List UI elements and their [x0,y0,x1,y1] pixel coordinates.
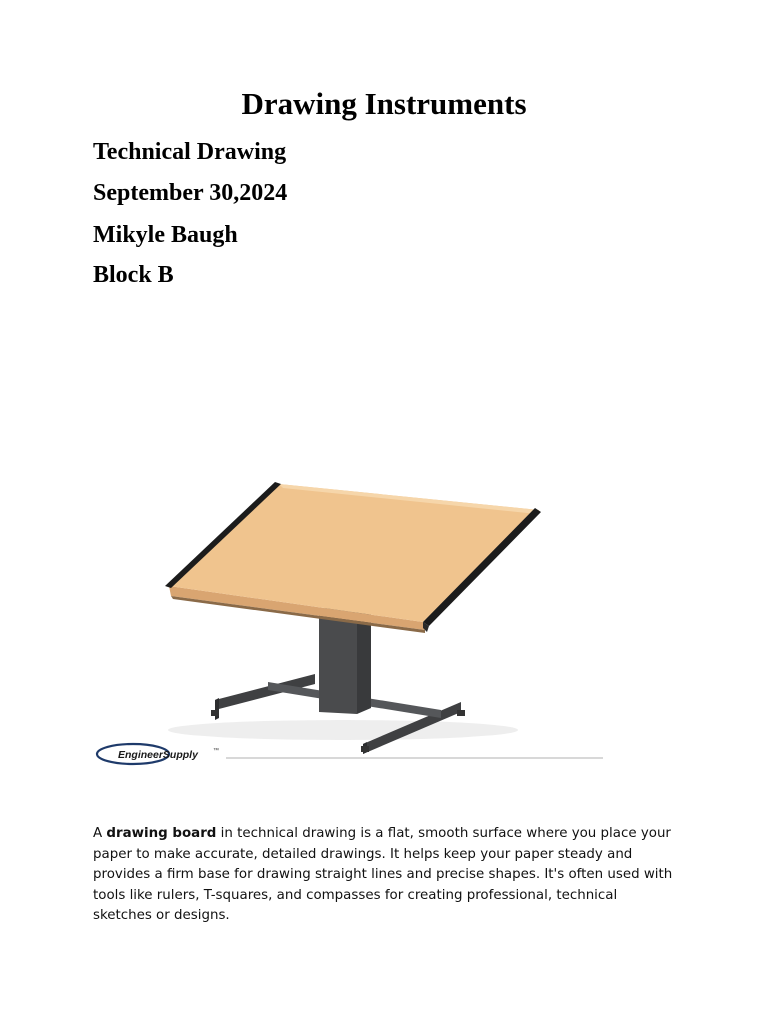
course-name: Technical Drawing [93,139,287,165]
logo-text: EngineerSupply [118,749,198,761]
document-title: Drawing Instruments [241,86,527,121]
logo-trademark: ™ [213,748,219,754]
paragraph-text: in technical drawing is a flat, smooth surface where you place your paper to make accurate, detailed drawings. It helps keep your paper steady and provides a firm base for drawing straight lines and precise shapes. It's often used with tools like rulers, T-squares, and compasses for creating professional, technical sketches or designs. [93,826,673,924]
paragraph-prefix: A [93,826,107,841]
drafting-table-image [93,462,613,774]
drawing-board [165,482,541,633]
document-date: September 30,2024 [93,180,288,206]
engineer-supply-logo [97,744,603,764]
body-paragraph [93,824,673,927]
author-name: Mikyle Baugh [93,222,238,248]
class-block: Block B [93,262,174,288]
paragraph-term: drawing board [106,826,217,841]
